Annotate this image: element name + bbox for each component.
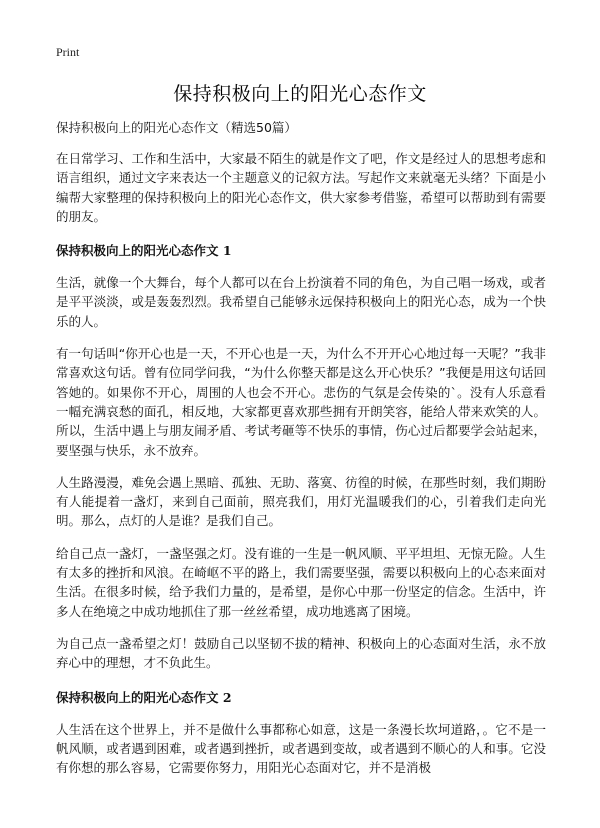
paragraph: 人生路漫漫，难免会遇上黑暗、孤独、无助、落寞、彷徨的时候，在那些时刻，我们期盼有人能提着一盏灯，来到自己面前，照亮我们，用灯光温暖我们的心，引着我们走向光明。那么，点灯的人是谁？是我们自己。 xyxy=(56,474,546,529)
page-title: 保持积极向上的阳光心态作文 xyxy=(173,83,427,105)
intro-paragraph: 在日常学习、工作和生活中，大家最不陌生的就是作文了吧，作文是经过人的思想考虑和语言组织，通过文字来表达一个主题意义的记叙方法。写起作文来就毫无头绪？下面是小编帮大家整理的保持积极向上的阳光心态作文，供大家参考借鉴，希望可以帮助到有需要的朋友。 xyxy=(56,151,546,224)
paragraph: 人生活在这个世界上，并不是做什么事都称心如意，这是一条漫长坎坷道路，。它不是一帆风顺，或者遇到困难，或者遇到挫折，或者遇到变故，或者遇到不顺心的人和事。它没有你想的那么容易，它需要你努力，用阳光心态面对它，并不是消极 xyxy=(56,721,546,776)
section-heading-1: 保持积极向上的阳光心态作文 1 xyxy=(56,243,232,259)
paragraph: 生活，就像一个大舞台，每个人都可以在台上扮演着不同的角色，为自己唱一场戏，或者是平平淡淡，或是轰轰烈烈。我希望自己能够永远保持积极向上的阳光心态，成为一个快乐的人。 xyxy=(56,275,546,329)
paragraph: 给自己点一盏灯，一盏坚强之灯。没有谁的一生是一帆风顺、平平坦坦、无惊无险。人生有太多的挫折和风浪。在崎岖不平的路上，我们需要坚强，需要以积极向上的心态来面对生活。在很多时候，给予我们力量的，是希望，是你心中那一份坚定的信念。生活中，许多人在绝境之中成功地抓住了那一丝丝希望，成功地逃离了困境。 xyxy=(56,545,546,619)
document-body xyxy=(56,118,546,790)
section-heading-2: 保持积极向上的阳光心态作文 2 xyxy=(56,689,232,705)
paragraph: 为自己点一盏希望之灯！鼓励自己以坚韧不拔的精神、积极向上的心态面对生活，永不放弃心中的理想，才不负此生。 xyxy=(56,635,546,671)
print-link[interactable]: Print xyxy=(56,45,80,59)
document-subtitle: 保持积极向上的阳光心态作文（精选50篇） xyxy=(56,120,297,135)
paragraph: 有一句话叫“你开心也是一天，不开心也是一天，为什么不开开心心地过每一天呢？”我非常喜欢这句话。曾有位同学问我，“为什么你整天都是这么开心快乐？”我便是用这句话回答她的。如果你不开心，周围的人也会不开心。悲伤的气氛是会传染的`。没有人乐意看一幅充满哀愁的面孔，相反地，大家都更喜欢那些拥有开朗笑容，能给人带来欢笑的人。所以，生活中遇上与朋友闹矛盾、考试考砸等不快乐的事情，伤心过后都要学会站起来，要坚强与快乐，永不放弃。 xyxy=(56,346,546,458)
